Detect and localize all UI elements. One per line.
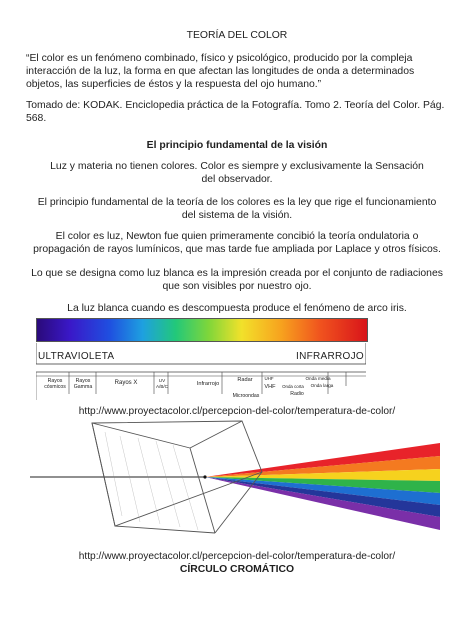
source-citation: Tomado de: KODAK. Enciclopedia práctica de la Fotografía. Tomo 2. Teoría del Color. Pág. 568. [26,100,445,124]
xray-label: Rayos X [114,380,138,386]
document-title: TEORÍA DEL COLOR [186,30,288,41]
paragraph-3: El color es luz, Newton fue quien primeramente concibió la teoría ondulatoria o propagación de rayos lumínicos, que mas tarde fue ampliada por Laplace y otros físicos. [33,231,441,255]
prism-illustration [30,420,450,550]
ultraviolet-label: ULTRAVIOLETA [38,351,115,362]
medium-wave-label: Onda media [305,376,331,381]
long-wave-label: Onda larga [310,383,334,388]
paragraph-2: El principio fundamental de la teoría de los colores es la ley que rige el funcionamiento del sistema de la visión. [37,197,437,221]
short-wave-label: Onda corta [282,384,304,389]
source-link-1[interactable]: http://www.proyectacolor.cl/percepcion-del-color/temperatura-de-color/ [78,406,396,417]
entry-point [203,475,206,478]
radio-label: Radio [290,391,304,397]
rainbow-fan [205,443,440,530]
source-link-2[interactable]: http://www.proyectacolor.cl/percepcion-del-color/temperatura-de-color/ [78,551,396,562]
uv-label: UV A/B/C [156,378,168,389]
gamma-rays-label: Rayos Gamma [73,378,93,390]
uhf-label: UHF [264,376,274,381]
paragraph-5: La luz blanca cuando es descompuesta produce el fenómeno de arco iris. [67,303,407,314]
cosmic-rays-label: Rayos cósmicos [44,378,66,390]
paragraph-4: Lo que se designa como luz blanca es la impresión creada por el conjunto de radiaciones que son visibles por nuestro ojo. [31,268,443,292]
vhf-label: VHF [264,384,276,390]
intro-quote: “El color es un fenómeno combinado, físico y psicológico, producido por la compleja interacción de la luz, la forma en que afectan las longitudes de onda a determinados objetos, las superficies de éstos y la respuesta del ojo humano.” [26,53,415,90]
section-heading: El principio fundamental de la visión [146,140,328,151]
radar-label: Radar [237,377,253,383]
microwave-label: Microondas [232,393,260,399]
paragraph-1: Luz y materia no tienen colores. Color es siempre y exclusivamente la Sensación del observador. [50,161,424,185]
infrared-band-label: Infrarrojo [196,381,220,387]
chromatic-circle-heading: CÍRCULO CROMÁTICO [179,564,295,575]
infrared-label: INFRARROJO [296,351,364,362]
visible-spectrum-bar [36,318,368,342]
